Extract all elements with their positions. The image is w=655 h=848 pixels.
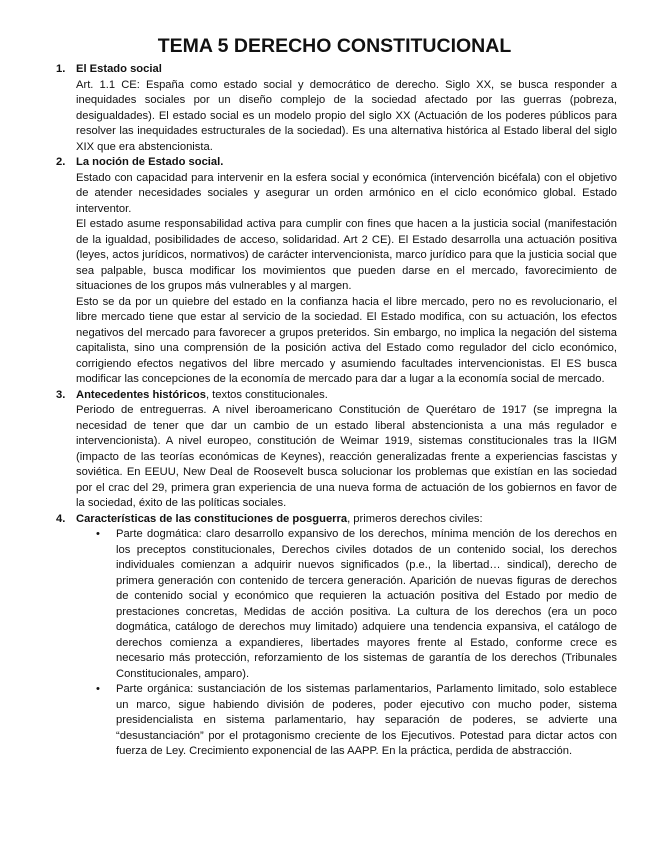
section-paragraph: Estado con capacidad para intervenir en la esfera social y económica (intervención bicéfala) con el objetivo de atender necesidades sociales y asegurar un orden armónico en el ciclo económico global. Estado interventor. [76, 171, 617, 215]
section-2 [52, 155, 617, 388]
section-heading-rest: , textos constitucionales. [205, 388, 328, 401]
section-heading-rest: , primeros derechos civiles: [347, 512, 483, 525]
section-number: 4. [56, 512, 66, 525]
bullet-paragraph: Parte dogmática: claro desarrollo expansivo de los derechos, mínima mención de los derechos en los preceptos constitucionales, Derechos civiles dotados de un contenido social, los derechos individuales comienzan a adquirir nuevos significados (p.e., la libertad… sindical), derecho de primera generación con contenido de tercera generación. Aparición de nuevas figuras de derechos de contenido social y económico que requieren la actuación positiva del Estado por medio de prestaciones concretas, Medidas de acción positiva. La cultura de los derechos (era un poco dogmática, catálogo de derechos muy limitado) adquiere una tendencia expansiva, el catálogo de derechos comienza a expandieres, libertades mayores frente al Estado, conforme crece es necesario más protección, reforzamiento de los sistemas de garantía de los derechos (Tribunales Constitucionales, amparo). [116, 528, 617, 680]
bullet-paragraph: Parte orgánica: sustanciación de los sistemas parlamentarios, Parlamento limitado, solo establece un marco, sigue habiendo división de poderes, poder ejecutivo con mucho poder, sistema presidencialista en sistema parlamentario, hay separación de poderes, se advierte una “desustanciación” por el protagonismo creciente de los Ejecutivos. Potestad para dictar actos con fuerza de Ley. Crecimiento exponencial de las AAPP. En la práctica, perdida de abstracción. [116, 683, 617, 757]
bullet-dot-icon: • [96, 528, 100, 540]
section-heading-bold: Características de las constituciones de posguerra [76, 512, 348, 525]
bullet-item [94, 682, 617, 760]
section-heading-bold: El Estado social [76, 63, 162, 75]
section-4 [52, 512, 617, 760]
section-number: 3. [56, 388, 66, 401]
document-title: TEMA 5 DERECHO CONSTITUCIONAL [157, 35, 512, 57]
section-3 [52, 388, 617, 512]
section-heading [76, 388, 617, 404]
section-heading-bold: Antecedentes históricos [76, 388, 206, 401]
bullet-item [94, 527, 617, 682]
section-heading [76, 62, 617, 78]
section-number: 1. [56, 63, 66, 75]
section-paragraph: Art. 1.1 CE: España como estado social y democrático de derecho. Siglo XX, se busca responder a inequidades sociales por un diseño complejo de la sociedad afectado por las guerras (pobreza, desigualdades). El estado social es un modelo propio del siglo XX (Actuación de los poderes públicos para resolver las inequidades estructurales de la sociedad). Es una alternativa histórica al Estado liberal del siglo XIX que era abstencionista. [76, 78, 617, 153]
section-paragraph: Esto se da por un quiebre del estado en la confianza hacia el libre mercado, pero no es revolucionario, el libre mercado tiene que estar al servicio de la sociedad. El Estado modifica, con su actuación, los efectos negativos del mercado para favorecer a grupos preteridos. Sin embargo, no implica la negación del sistema capitalista, sino una comprensión de la posición activa del Estado como regulador del ciclo económico, corrigiendo efectos negativos del libre mercado y asumiendo facultades intervencionistas. El ES busca modificar las concepciones de la economía de mercado para dar a lugar a la economía social de mercado. [76, 295, 617, 385]
section-heading [76, 512, 617, 528]
bullet-list [76, 527, 617, 760]
section-paragraph: El estado asume responsabilidad activa para cumplir con fines que hacen a la justicia social (manifestación de la igualdad, posibilidades de acceso, solidaridad. Art 2 CE). El Estado desarrolla una actuación positiva (leyes, actos jurídicos, normativos) de carácter intervencionista, marco jurídico para que la justicia social que sea palpable, busca modificar los movimientos que pueden darse en el mercado, favorecimiento de situaciones de los grupos más vulnerables y al margen. [76, 218, 617, 292]
section-heading-bold: La noción de Estado social. [76, 156, 224, 168]
section-heading [76, 155, 617, 171]
section-paragraph: Periodo de entreguerras. A nivel iberoamericano Constitución de Querétaro de 1917 (se impregna la necesidad de tener que dar un cambio de un estado liberal abstencionista a una más regulador e intervencionista). A nivel europeo, constitución de Weimar 1919, sistemas constitucionales tras la IIGM (impacto de las teorías económicas de Keynes), reacción generalizadas frente a experiencias fascistas y soviética. En EEUU, New Deal de Roosevelt busca solucionar los problemas que existían en las sociedad por el crac del 29, primera gran experiencia de una nueva forma de actuación de los gobiernos en favor de la sociedad, éxito de las políticas sociales. [76, 404, 617, 509]
section-list [52, 62, 617, 760]
bullet-dot-icon: • [96, 683, 100, 695]
section-1 [52, 62, 617, 155]
section-number: 2. [56, 156, 66, 168]
